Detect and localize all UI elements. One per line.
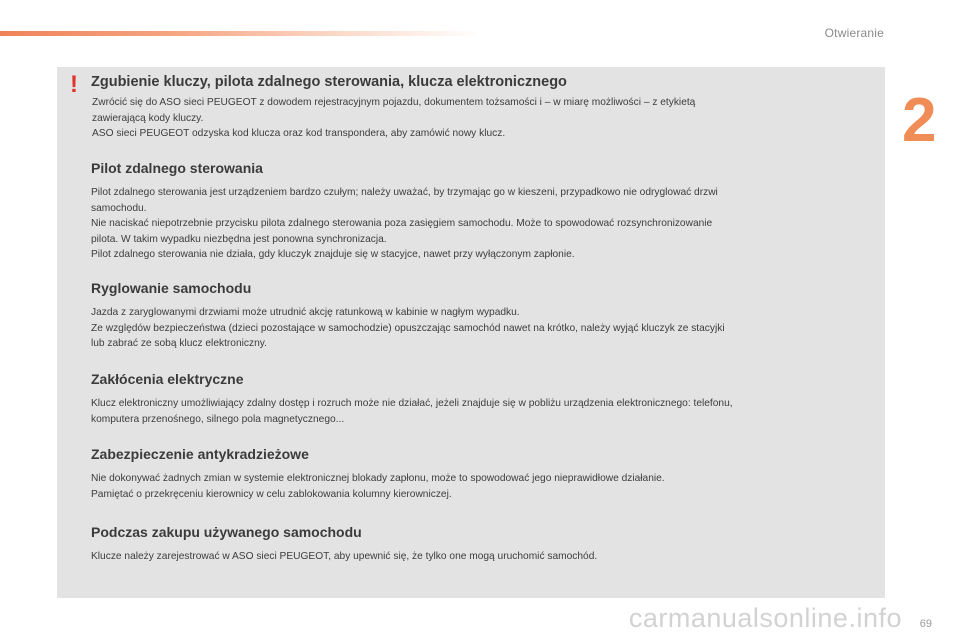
warning-line: ASO sieci PEUGEOT odzyska kod klucza oraz kod transpondera, aby zamówić nowy klucz. — [92, 128, 506, 139]
section-anti-theft — [91, 445, 876, 502]
section-heading: Podczas zakupu używanego samochodu — [91, 524, 362, 540]
exclamation-icon: ! — [70, 71, 78, 98]
section-line: komputera przenośnego, silnego pola magnetycznego... — [91, 413, 345, 425]
section-electrical-interference — [91, 370, 876, 427]
chapter-number: 2 — [902, 86, 937, 155]
warning-line: zawierającą kody kluczy. — [92, 112, 204, 124]
section-line: Pilot zdalnego sterowania jest urządzeniem bardzo czułym; należy uważać, by trzymając go w kieszeni, przypadkowo nie odryglować drzwi — [91, 187, 718, 198]
section-heading: Zabezpieczenie antykradzieżowe — [91, 446, 309, 462]
section-line: pilota. W takim wypadku niezbędna jest ponowna synchronizacja. — [91, 233, 387, 245]
section-line: Pilot zdalnego sterowania nie działa, gdy kluczyk znajduje się w stacyjce, nawet przy wyłączonym zapłonie. — [91, 249, 575, 260]
section-line: Nie dokonywać żadnych zmian w systemie elektronicznej blokady zapłonu, może to spowodować jego nieprawidłowe działanie. — [91, 473, 665, 484]
section-title: Otwieranie — [824, 26, 884, 40]
section-line: Klucz elektroniczny umożliwiający zdalny dostęp i rozruch może nie działać, jeżeli znajduje się w pobliżu urządzenia elektronicznego: telefonu, — [91, 398, 733, 409]
section-heading: Zakłócenia elektryczne — [91, 371, 244, 387]
warning-block — [91, 73, 876, 142]
section-line: Nie naciskać niepotrzebnie przycisku pilota zdalnego sterowania poza zasięgiem samochodu. Może to spowodować rozsynchronizowanie — [91, 218, 713, 229]
section-remote-control — [91, 159, 876, 263]
section-line: Pamiętać o przekręceniu kierownicy w celu zablokowania kolumny kierowniczej. — [91, 488, 452, 500]
header-accent-bar — [0, 31, 480, 36]
section-line: Ze względów bezpieczeństwa (dzieci pozostające w samochodzie) opuszczając samochód nawet na krótko, należy wyjąć kluczyk ze stacyjki — [91, 322, 725, 334]
section-line: Jazda z zaryglowanymi drzwiami może utrudnić akcję ratunkową w kabinie w nagłym wypadku. — [91, 307, 520, 318]
section-heading: Pilot zdalnego sterowania — [91, 160, 263, 176]
section-locking — [91, 279, 876, 352]
section-line: lub zabrać ze sobą klucz elektroniczny. — [91, 338, 267, 349]
page-number: 69 — [919, 618, 932, 630]
watermark: carmanualsonline.info — [628, 603, 902, 633]
warning-line: Zwrócić się do ASO sieci PEUGEOT z dowodem rejestracyjnym pojazdu, dokumentem tożsamości i – w miarę możliwości – z etykietą — [92, 97, 696, 108]
section-heading: Ryglowanie samochodu — [91, 280, 252, 296]
section-line: samochodu. — [91, 202, 147, 214]
section-line: Klucze należy zarejestrować w ASO sieci PEUGEOT, aby upewnić się, że tylko one mogą uruchomić samochód. — [91, 551, 598, 562]
warning-title: Zgubienie kluczy, pilota zdalnego sterowania, klucza elektronicznego — [91, 74, 567, 90]
section-used-car — [91, 523, 876, 565]
